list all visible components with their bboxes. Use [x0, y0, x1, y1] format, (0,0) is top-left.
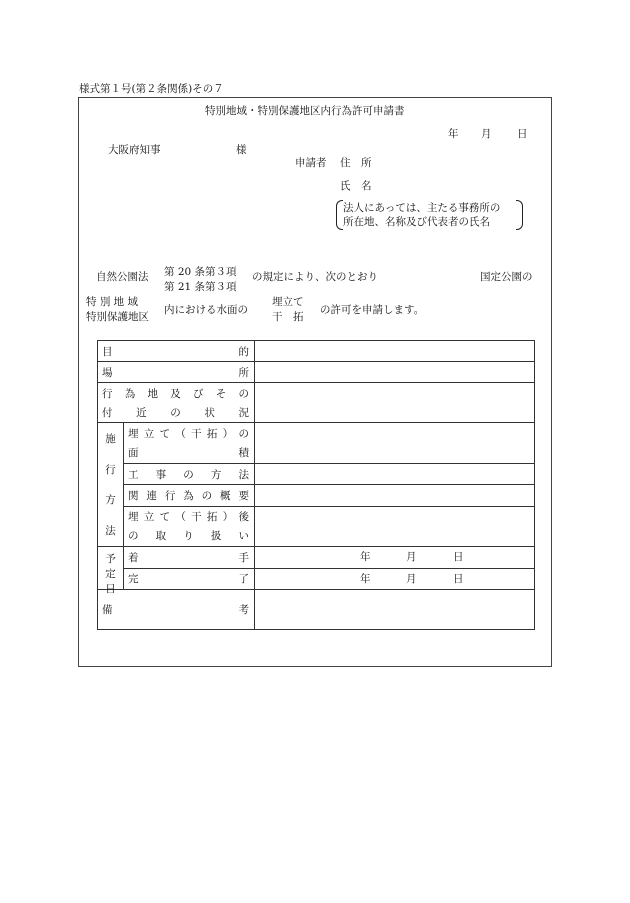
act-drain: 干 拓: [272, 311, 304, 323]
start-month: 月: [406, 551, 417, 564]
area-protected: 特別保護地区: [86, 311, 149, 323]
purpose-value[interactable]: [255, 341, 535, 362]
purpose-label: [98, 341, 255, 362]
site-line2: 付 近 の 状 況: [102, 406, 249, 419]
addressee-name: 大阪府知事: [108, 144, 161, 156]
end-year: 年: [360, 572, 371, 585]
place-label: [98, 362, 255, 383]
start-day: 日: [453, 551, 464, 564]
construction-value[interactable]: [255, 464, 535, 485]
method-label: [98, 423, 124, 547]
place-value[interactable]: [255, 362, 535, 383]
application-table: [97, 340, 535, 630]
end-day: 日: [453, 572, 464, 585]
form-title: 特別地域・特別保護地区内行為許可申請書: [205, 105, 405, 117]
end-text: 完 了: [128, 573, 249, 586]
request-text: の許可を申請します。: [320, 304, 425, 316]
form-number: 様式第１号(第２条関係)その７: [79, 83, 224, 95]
end-date[interactable]: [255, 568, 535, 590]
date-month: 月: [481, 128, 492, 140]
remarks-label: [98, 590, 255, 630]
remarks-text: 備 考: [102, 604, 249, 616]
related-label: [124, 485, 255, 506]
start-text: 着 手: [128, 551, 249, 564]
within-water: 内における水面の: [164, 304, 248, 316]
schedule-text: 予 定 日: [105, 553, 116, 595]
address-label: 住 所: [340, 157, 372, 169]
date-year: 年: [448, 128, 459, 140]
start-label: [124, 547, 255, 569]
after-line1: 埋 立 て （ 干 拓 ） 後: [128, 511, 249, 524]
purpose-text: 目 的: [102, 345, 249, 358]
area-value[interactable]: [255, 423, 535, 464]
related-value[interactable]: [255, 485, 535, 506]
after-value[interactable]: [255, 506, 535, 546]
act-reclaim: 埋立て: [272, 296, 304, 308]
provision-text: の規定により、次のとおり: [252, 271, 378, 283]
after-label: [124, 506, 255, 546]
applicant-label: 申請者: [295, 157, 327, 169]
clause-20: 第 20 条第３項: [164, 266, 237, 278]
area-special: 特 別 地 域: [86, 296, 139, 308]
bracket-right: [516, 200, 523, 230]
bracket-left: [336, 200, 343, 230]
site-label: [98, 383, 255, 423]
clause-21: 第 21 条第３項: [164, 281, 237, 293]
area-line1: 埋 立 て （ 干 拓 ） の: [128, 428, 249, 441]
method-text: 施 行 方 法: [105, 433, 116, 537]
construction-text: 工 事 の 方 法: [128, 468, 249, 481]
park-type: 国定公園の: [480, 271, 533, 283]
schedule-label: [98, 547, 124, 595]
law-name: 自然公園法: [96, 271, 149, 283]
place-text: 場 所: [102, 366, 249, 379]
site-value[interactable]: [255, 383, 535, 423]
remarks-value[interactable]: [255, 590, 535, 630]
site-line1: 行 為 地 及 び そ の: [102, 387, 249, 400]
after-line2: の 取 り 扱 い: [128, 530, 249, 543]
name-label: 氏 名: [340, 180, 372, 192]
start-date[interactable]: [255, 547, 535, 569]
corp-note-line2: 所在地、名称及び代表者の氏名: [343, 216, 490, 228]
corp-note-line1: 法人にあっては、主たる事務所の: [343, 202, 501, 214]
end-month: 月: [406, 572, 417, 585]
area-line2: 面 積: [128, 447, 249, 460]
date-day: 日: [517, 128, 528, 140]
area-label: [124, 423, 255, 464]
construction-label: [124, 464, 255, 485]
start-year: 年: [360, 551, 371, 564]
addressee-honorific: 様: [236, 144, 247, 156]
related-text: 関 連 行 為 の 概 要: [128, 490, 249, 503]
end-label: [124, 568, 255, 590]
